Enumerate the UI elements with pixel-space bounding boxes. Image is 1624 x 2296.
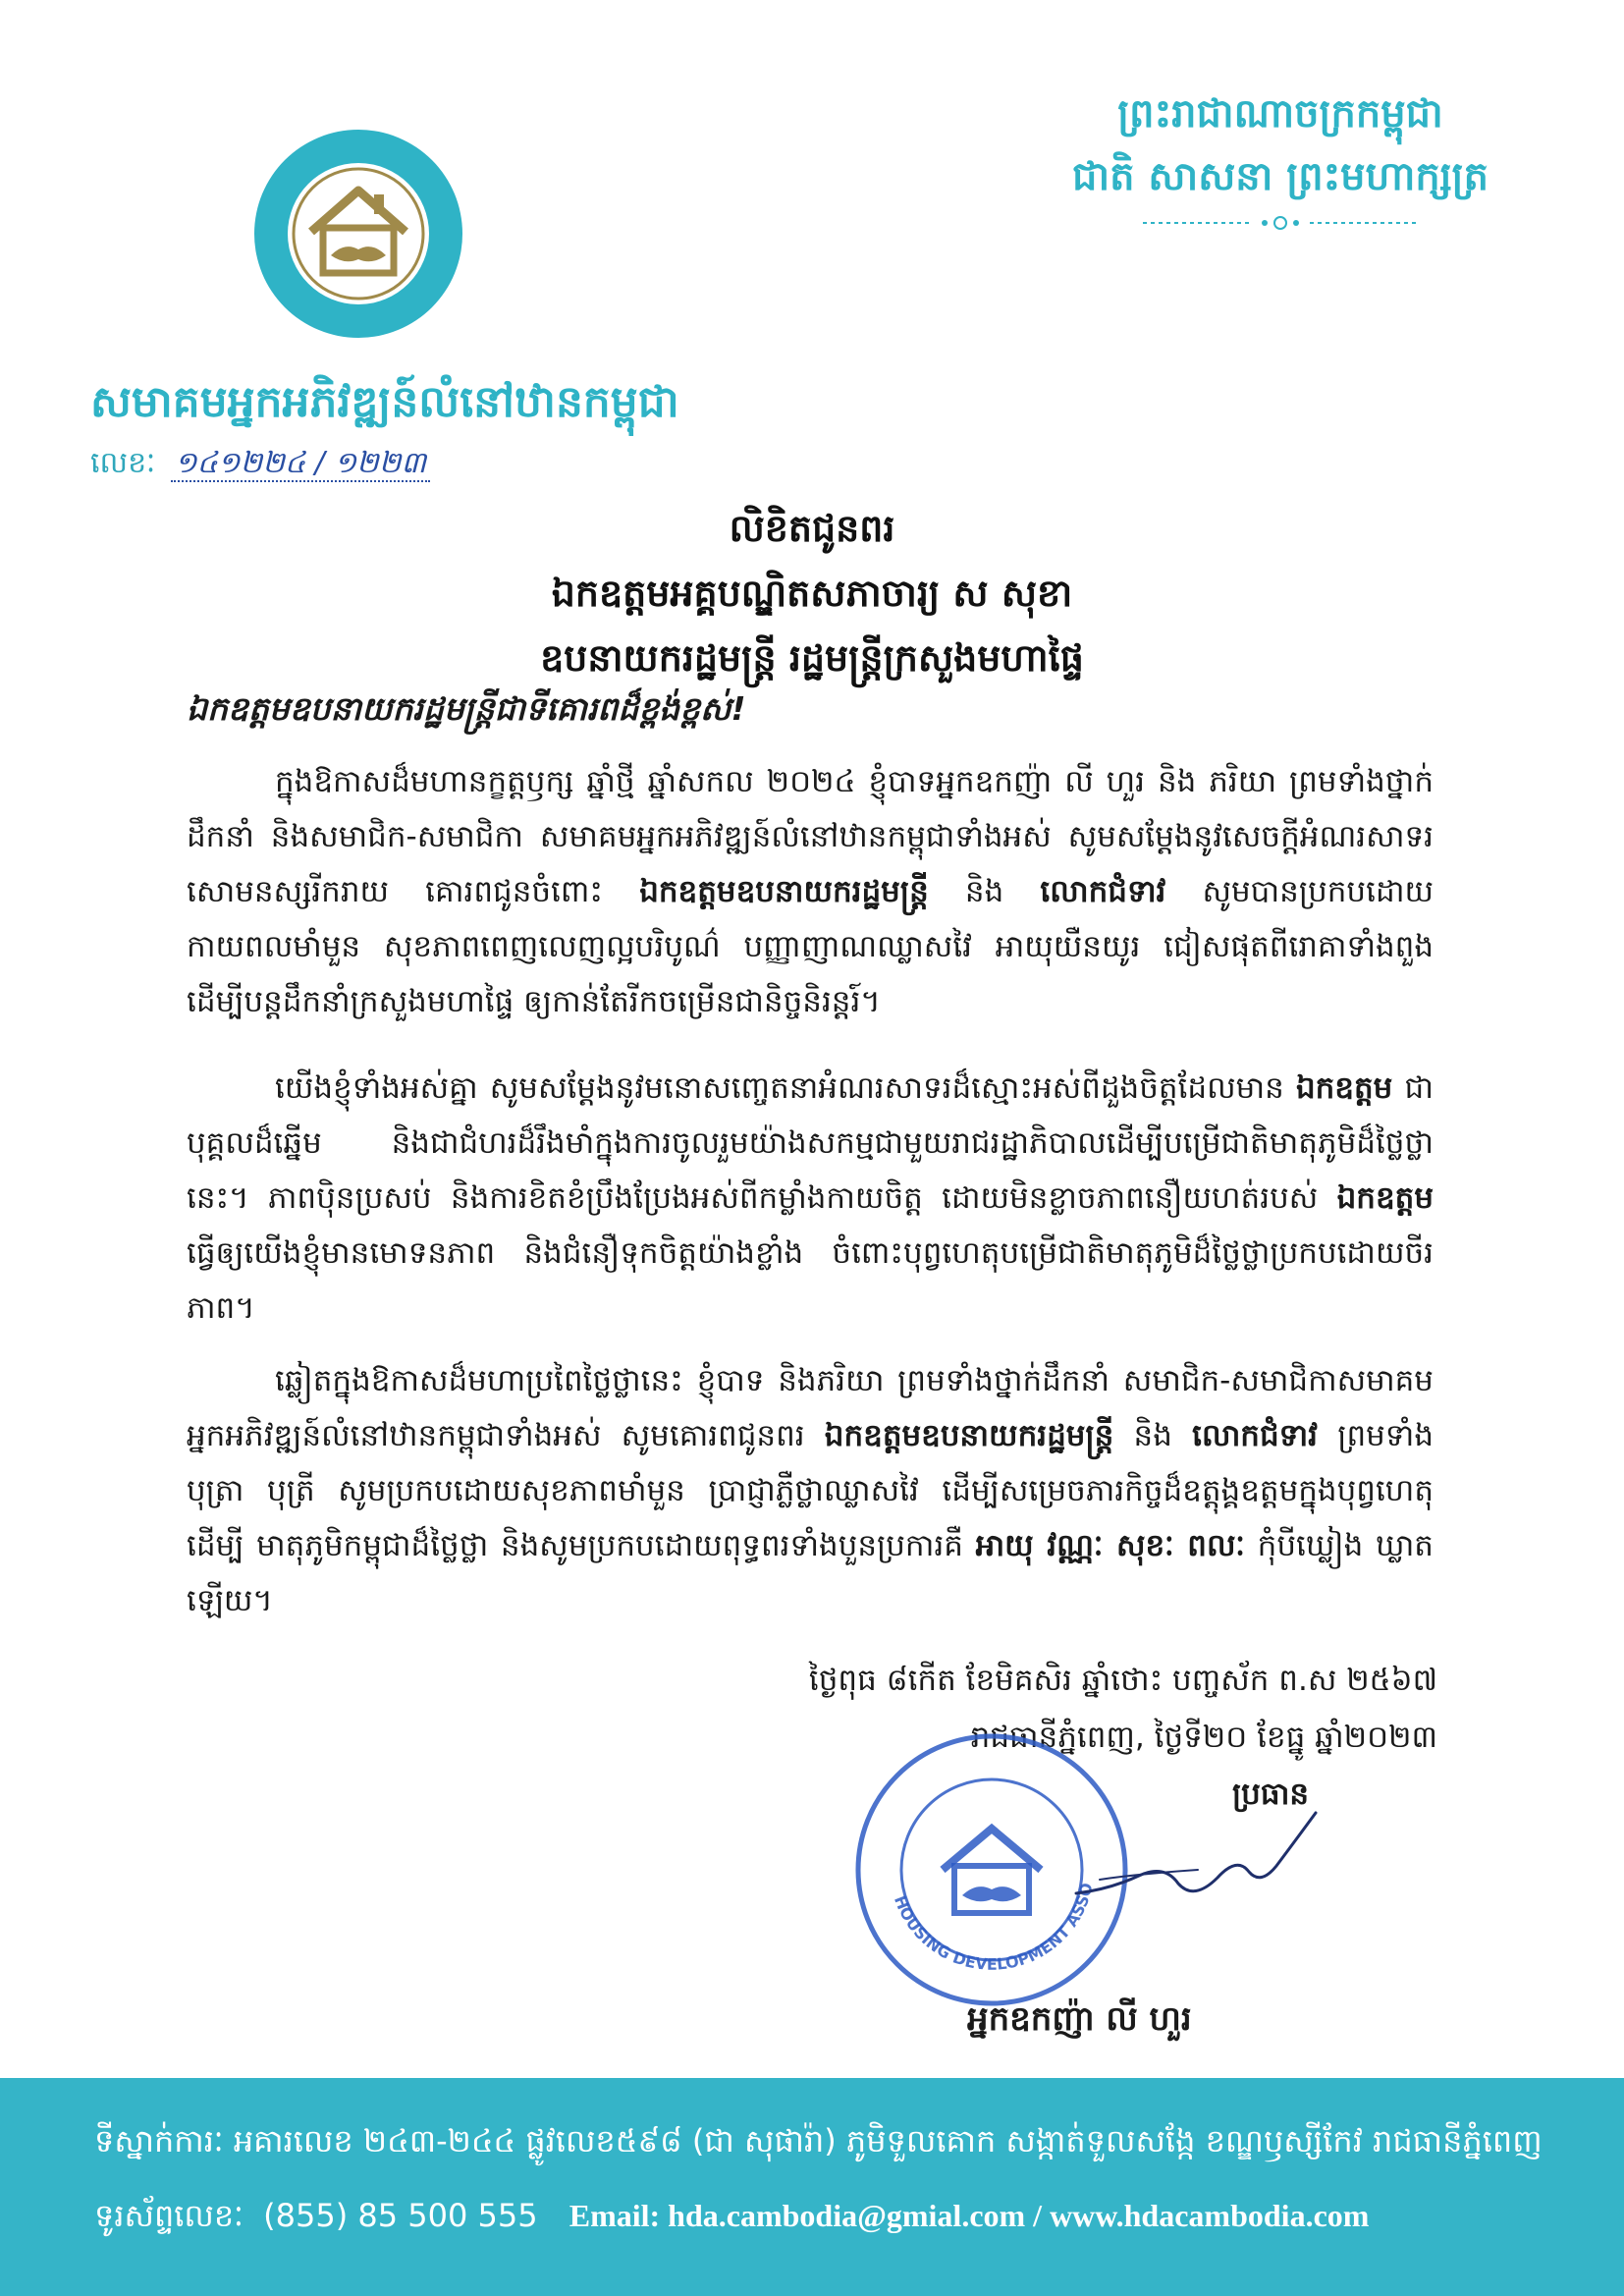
svg-text:HOUSING DEVELOPMENT ASSOCIATIO	[852, 1730, 1097, 1974]
footer-bar	[0, 2078, 1624, 2296]
text-run: ក្នុងឱកាសដ៏មហានក្ខត្តឫក្ស ឆ្នាំថ្មី ឆ្នាំសកល ២០២៤ ខ្ញុំបាទអ្នកឧកញ៉ា លី ហួរ និង ភរិយា ព្រមទាំងថ្នាក់ដឹកនាំ និងសមាជិក-សមាជិកា សមាគមអ្នកអភិវឌ្ឍន៍លំនៅឋានកម្ពុជាទាំងអស់ សូមសម្តែងនូវសេចក្តីអំណរសាទរ សោមនស្សរីករាយ គោរពជូនចំពោះ	[187, 764, 1434, 909]
text-run: សូមបានប្រកបដោយកាយពលមាំមួន សុខភាពពេញលេញល្អបរិបូណ៌ បញ្ញាញាណឈ្លាសវៃ អាយុយឺនយូរ ជៀសផុតពីរោគាទាំងពួង ដើម្បីបន្តដឹកនាំក្រសួងមហាផ្ទៃ ឲ្យកាន់តែរីកចម្រើនជានិច្ចនិរន្តរ៍។	[187, 874, 1434, 1019]
national-motto	[1064, 82, 1496, 236]
text-run: ឆ្លៀតក្នុងឱកាសដ៏មហាប្រពៃថ្លៃថ្លានេះ ខ្ញុំបាទ និងភរិយា ព្រមទាំងថ្នាក់ដឹកនាំ សមាជិក-សមាជិកាសមាគមអ្នកអភិវឌ្ឍន៍លំនៅឋានកម្ពុជាទាំងអស់ សូមគោរពជូនពរ	[187, 1363, 1434, 1453]
organization-name: សមាគមអ្នកអភិវឌ្ឍន៍លំនៅឋានកម្ពុជា	[90, 377, 679, 427]
letter-title	[0, 496, 1624, 690]
text-run-bold: ឯកឧត្តម	[1295, 1070, 1393, 1106]
text-run-bold: លោកជំទាវ	[1192, 1418, 1319, 1453]
footer-address: ទីស្នាក់ការៈ អគារលេខ ២៤៣-២៤៤ ផ្លូវលេខ៥៩៨ (ជា សុផារ៉ា) ភូមិទួលគោក សង្កាត់ទួលសង្កែ ខណ្ឌឫស្សីកែវ រាជធានីភ្នំពេញ	[94, 2122, 1543, 2159]
salutation: ឯកឧត្តមឧបនាយករដ្ឋមន្ត្រីជាទីគោរពដ៏ខ្ពង់ខ្ពស់!	[187, 689, 746, 728]
text-run-bold: លោកជំទាវ	[1040, 874, 1166, 909]
reference-number: ១៤១២២៤ / ១២២៣	[171, 446, 430, 482]
text-run-bold: ឯកឧត្តមឧបនាយករដ្ឋមន្ត្រី	[639, 874, 929, 909]
title-line-2: ឯកឧត្តមអគ្គបណ្ឌិតសភាចារ្យ ស សុខា	[551, 572, 1073, 615]
hda-logo-icon	[250, 126, 466, 342]
body-paragraph-3	[187, 1353, 1434, 1628]
phone-number: (855) 85 500 555	[263, 2197, 538, 2234]
body-paragraph-1	[187, 754, 1434, 1029]
text-run-bold: ឯកឧត្តម	[1336, 1180, 1434, 1216]
phone-label: ទូរស័ព្ទលេខៈ	[94, 2197, 244, 2234]
email-website: Email: hda.cambodia@gmial.com / www.hdacambodia.com	[568, 2198, 1370, 2233]
organization-logo	[250, 126, 466, 342]
reference-number-line	[90, 444, 430, 487]
footer-contact	[94, 2196, 1369, 2242]
text-run: យើងខ្ញុំទាំងអស់គ្នា សូមសម្តែងនូវមនោសញ្ចេតនាអំណរសាទរដ៏ស្មោះអស់ពីដួងចិត្តដែលមាន	[275, 1070, 1296, 1106]
signer-title: ប្រធាន	[1231, 1777, 1310, 1812]
nation-religion-king: ជាតិ សាសនា ព្រះមហាក្សត្រ	[1072, 154, 1489, 199]
stamp-text: HOUSING DEVELOPMENT ASSO	[890, 1881, 1097, 1974]
signer-name: អ្នកឧកញ៉ា លី ហួរ	[967, 1999, 1192, 2039]
kingdom-name: ព្រះរាជាណាចក្រកម្ពុជា	[1117, 91, 1443, 137]
solar-date: រាជធានីភ្នំពេញ, ថ្ងៃទី២០ ខែធ្នូ ឆ្នាំ២០២៣	[970, 1720, 1437, 1755]
text-run-bold: អាយុ វណ្ណៈ សុខៈ ពលៈ	[975, 1528, 1245, 1563]
text-run: ជាបុគ្គលដ៏ឆ្នើម និងជាជំហរដ៏រឹងមាំក្នុងការចូលរួមយ៉ាងសកម្មជាមួយរាជរដ្ឋាភិបាលដើម្បីបម្រើជាតិមាតុភូមិដ៏ថ្លៃថ្លានេះ។ ភាពប៉ិនប្រសប់ និងការខិតខំប្រឹងប្រែងអស់ពីកម្លាំងកាយចិត្ត ដោយមិនខ្លាចភាពនឿយហត់របស់	[187, 1070, 1434, 1216]
title-line-1: លិខិតជូនពរ	[729, 507, 895, 550]
text-run: ធ្វើឲ្យយើងខ្ញុំមានមោទនភាព និងជំនឿទុកចិត្តយ៉ាងខ្លាំង ចំពោះបុព្វហេតុបម្រើជាតិមាតុភូមិដ៏ថ្លៃថ្លាប្រកបដោយចីរភាព។	[187, 1235, 1434, 1326]
signature-icon	[1070, 1807, 1326, 1925]
text-run: និង	[928, 874, 1041, 909]
ornament-divider	[1064, 214, 1496, 236]
title-line-3: ឧបនាយករដ្ឋមន្ត្រី រដ្ឋមន្ត្រីក្រសួងមហាផ្ទៃ	[540, 636, 1084, 680]
text-run: និង	[1113, 1418, 1193, 1453]
text-run: ព្រមទាំងបុត្រា បុត្រី សូមប្រកបដោយសុខភាពមាំមួន ប្រាជ្ញាភ្លឺថ្លាឈ្លាសវៃ ដើម្បីសម្រេចភារកិច្ចដ៏ឧត្តុង្គឧត្តមក្នុងបុព្វហេតុដើម្បី មាតុភូមិកម្ពុជាដ៏ថ្លៃថ្លា និងសូមប្រកបដោយពុទ្ធពរទាំងបួនប្រការគឺ	[187, 1418, 1434, 1563]
reference-label: លេខៈ	[90, 446, 156, 480]
body-paragraph-2	[187, 1061, 1434, 1336]
text-run: កុំបីឃ្លៀង ឃ្លាតឡើយ។	[187, 1528, 1434, 1618]
text-run-bold: ឯកឧត្តមឧបនាយករដ្ឋមន្ត្រី	[824, 1418, 1114, 1453]
lunar-date: ថ្ងៃពុធ ៨កើត ខែមិគសិរ ឆ្នាំថោះ បញ្ចស័ក ព.ស ២៥៦៧	[808, 1663, 1437, 1698]
